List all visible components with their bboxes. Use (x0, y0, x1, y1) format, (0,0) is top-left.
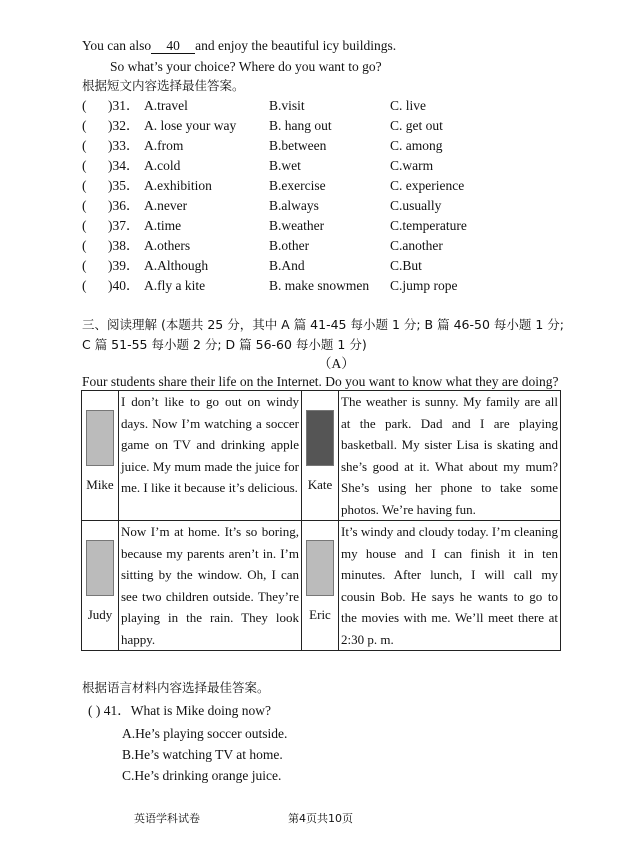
student-name: Mike (86, 477, 114, 492)
option-c: C.another (390, 238, 443, 253)
question-number: )37． (108, 218, 140, 233)
question-number: )38． (108, 238, 140, 253)
students-table (81, 390, 561, 651)
question-41-stem: ( ) 41．What is Mike doing now? (88, 703, 271, 718)
option-b: B.And (269, 258, 305, 273)
option-b: B.between (269, 138, 327, 153)
answer-paren: ( (82, 98, 87, 113)
footer-page-number: 第4页共10页 (288, 812, 353, 825)
kate-cell (302, 391, 339, 521)
mike-cell (82, 391, 119, 521)
option-a: A.never (144, 198, 188, 213)
mike-text: I don’t like to go out on windy days. Now I’m watching a soccer game on TV and drinking apple juice. My mum made the juice for me. I like it because it’s delicious. (119, 391, 302, 521)
cloze-question (82, 237, 582, 255)
option-a: A.time (144, 218, 182, 233)
cloze-instruction: 根据短文内容选择最佳答案。 (82, 78, 245, 93)
question-number: )33． (108, 138, 140, 153)
option-c: C. experience (390, 178, 465, 193)
answer-paren: ( (82, 278, 87, 293)
question-number: )35． (108, 178, 140, 193)
cloze-question (82, 97, 582, 115)
answer-paren: ( (82, 158, 87, 173)
section-heading-2: C 篇 51-55 每小题 2 分; D 篇 56-60 每小题 1 分) (82, 337, 367, 352)
section-heading-1: 三、阅读理解 (本题共 25 分，其中 A 篇 41-45 每小题 1 分; B 篇 46-50 每小题 1 分; (82, 317, 564, 332)
question-number: )31． (108, 98, 140, 113)
judy-photo (86, 540, 114, 596)
question-number: )32． (108, 118, 140, 133)
mike-photo (86, 410, 114, 466)
cloze-question (82, 277, 582, 295)
option-c: C.jump rope (390, 278, 458, 293)
answer-paren: ( (82, 178, 87, 193)
table-row (82, 391, 561, 521)
option-b: B.always (269, 198, 319, 213)
option-c: C.warm (390, 158, 434, 173)
option-a: A.cold (144, 158, 181, 173)
reading-intro: Four students share their life on the Internet. Do you want to know what they are doing? (82, 374, 559, 389)
student-name: Kate (307, 477, 333, 492)
question-41-option-c: C.He’s drinking orange juice. (122, 768, 282, 783)
question-41-option-a: A.He’s playing soccer outside. (122, 726, 288, 741)
part-label: （A） (318, 356, 355, 371)
option-b: B. make snowmen (269, 278, 370, 293)
cloze-question (82, 217, 582, 235)
answer-paren: ( (82, 258, 87, 273)
option-b: B.wet (269, 158, 301, 173)
answer-paren: ( (82, 118, 87, 133)
answer-paren: ( (82, 138, 87, 153)
blank-40: 40 (151, 38, 195, 54)
option-b: B.weather (269, 218, 325, 233)
option-a: A.fly a kite (144, 278, 206, 293)
question-number: )36． (108, 198, 140, 213)
option-c: C. live (390, 98, 426, 113)
eric-photo (306, 540, 334, 596)
footer-subject: 英语学科试卷 (134, 812, 200, 825)
question-instruction: 根据语言材料内容选择最佳答案。 (82, 680, 270, 695)
passage-line-1 (82, 37, 396, 55)
cloze-question (82, 177, 582, 195)
option-b: B. hang out (269, 118, 332, 133)
passage-text: You can also (82, 38, 152, 53)
option-a: A.others (144, 238, 191, 253)
option-c: C.But (390, 258, 422, 273)
option-a: A.travel (144, 98, 188, 113)
answer-paren: ( (82, 218, 87, 233)
cloze-question (82, 117, 582, 135)
option-b: B.other (269, 238, 310, 253)
cloze-question (82, 197, 582, 215)
option-c: C. among (390, 138, 443, 153)
kate-photo (306, 410, 334, 466)
option-a: A. lose your way (144, 118, 237, 133)
question-number: )39． (108, 258, 140, 273)
cloze-question (82, 137, 582, 155)
option-a: A.exhibition (144, 178, 212, 193)
answer-paren: ( (82, 238, 87, 253)
option-a: A.Although (144, 258, 209, 273)
eric-text: It’s windy and cloudy today. I’m cleaning my house and I can finish it in ten minutes. After lunch, I will call my cousin Bob. He says he wants to go to the movies with me. We’ll meet there at 2:30 p. m. (339, 521, 561, 651)
option-c: C.temperature (390, 218, 467, 233)
passage-line-2: So what’s your choice? Where do you want to go? (110, 59, 382, 74)
cloze-question (82, 157, 582, 175)
eric-cell (302, 521, 339, 651)
judy-cell (82, 521, 119, 651)
answer-paren: ( (82, 198, 87, 213)
option-a: A.from (144, 138, 184, 153)
question-number: )34． (108, 158, 140, 173)
question-41-option-b: B.He’s watching TV at home. (122, 747, 283, 762)
student-name: Judy (87, 607, 113, 622)
table-row (82, 521, 561, 651)
question-number: )40． (108, 278, 140, 293)
passage-text: and enjoy the beautiful icy buildings. (195, 38, 397, 53)
option-b: B.visit (269, 98, 305, 113)
student-name: Eric (309, 607, 331, 622)
option-c: C.usually (390, 198, 442, 213)
cloze-question (82, 257, 582, 275)
judy-text: Now I’m at home. It’s so boring, because my parents aren’t in. I’m sitting by the window. Oh, I can see two children outside. They’re playing in the rain. They look happy. (119, 521, 302, 651)
option-c: C. get out (390, 118, 443, 133)
option-b: B.exercise (269, 178, 326, 193)
kate-text: The weather is sunny. My family are all at the park. Dad and I are playing basketball. My sister Lisa is skating and she’s good at it. What about my mum? She’s using her phone to take some photos. We’re having fun. (339, 391, 561, 521)
